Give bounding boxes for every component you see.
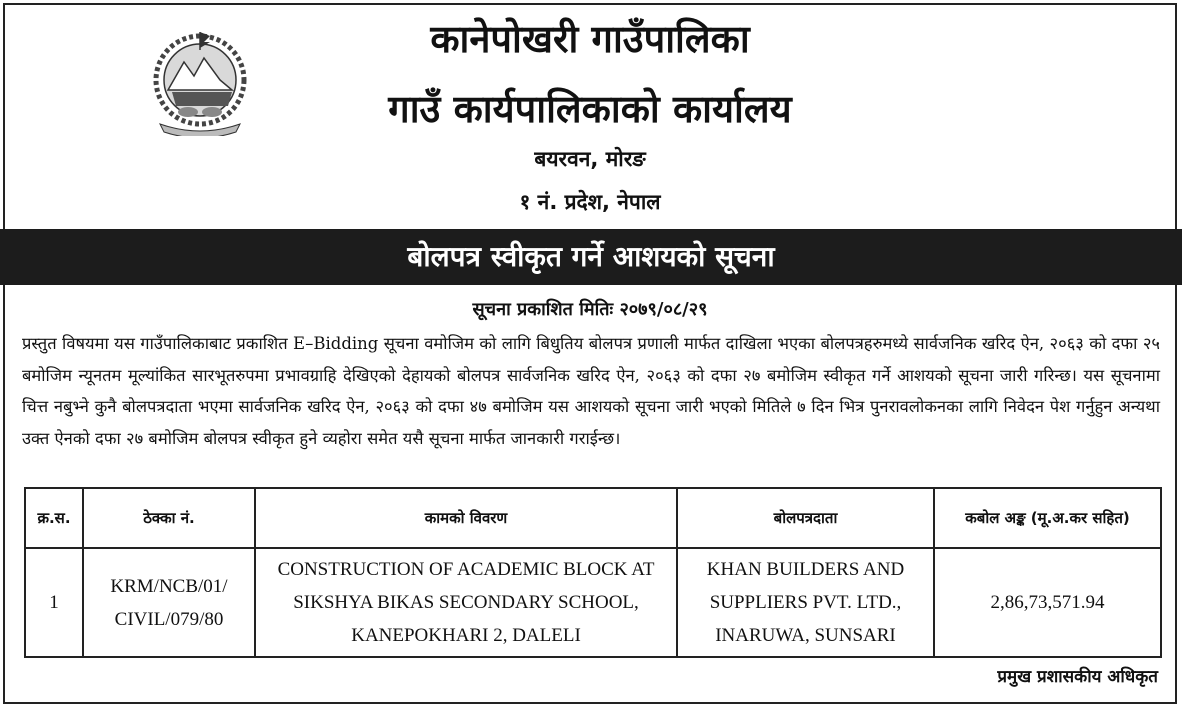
table-row [25, 548, 1161, 657]
office-subtitle: गाउँ कार्यपालिकाको कार्यालय [388, 87, 792, 131]
address-line-1: बयरवन, मोरङ [534, 147, 646, 171]
published-date: सूचना प्रकाशित मितिः २०७९/०८/२९ [472, 299, 708, 320]
header-contract-no: ठेक्का नं. [83, 488, 255, 548]
office-name: कानेपोखरी गाउँपालिका [430, 17, 750, 61]
header-serial: क्र.स. [25, 488, 83, 548]
header-bidder: बोलपत्रदाता [677, 488, 934, 548]
cell-serial: 1 [25, 548, 83, 657]
award-table [24, 487, 1162, 658]
cell-contract-no: KRM/NCB/01/ CIVIL/079/80 [83, 548, 255, 657]
cell-amount: 2,86,73,571.94 [934, 548, 1161, 657]
table-header-row [25, 488, 1161, 548]
notice-heading-banner: बोलपत्र स्वीकृत गर्ने आशयको सूचना [0, 229, 1182, 285]
notice-body: प्रस्तुत विषयमा यस गाउँपालिकाबाट प्रकाशित E–Bidding सूचना वमोजिम को लागि बिधुतिय बोलपत्र प्रणाली मार्फत दाखिला भएका बोलपत्रहरुमध्ये सार्वजनिक खरिद ऐन, २०६३ को दफा २५ बमोजिम न्यूनतम मूल्यांकित सारभूतरुपमा प्रभावग्राहि देखिएको देहायको बोलपत्र सार्वजनिक खरिद ऐन, २०६३ को दफा २७ बमोजिम स्वीकृत गर्ने आशयको सूचना जारी गरिन्छ। यस सूचनामा चित्त नबुभ्ने कुनै बोलपत्रदाता भएमा सार्वजनिक खरिद ऐन, २०६३ को दफा ४७ बमोजिम यस आशयको सूचना जारी भएको मितिले ७ दिन भित्र पुनरावलोकनका लागि निवेदन पेश गर्नुहुन अन्यथा उक्त ऐनको दफा २७ बमोजिम बोलपत्र स्वीकृत हुने व्यहोरा समेत यसै सूचना मार्फत जानकारी गराईन्छ। [22, 334, 1160, 448]
cell-description: CONSTRUCTION OF ACADEMIC BLOCK AT SIKSHYA BIKAS SECONDARY SCHOOL, KANEPOKHARI 2, DALELI [255, 548, 677, 657]
header-description: कामको विवरण [255, 488, 677, 548]
government-emblem-icon [150, 28, 250, 136]
header-amount: कबोल अङ्क (मू.अ.कर सहित) [934, 488, 1161, 548]
cell-bidder: KHAN BUILDERS AND SUPPLIERS PVT. LTD., INARUWA, SUNSARI [677, 548, 934, 657]
signatory: प्रमुख प्रशासकीय अधिकृत [997, 667, 1158, 687]
address-line-2: १ नं. प्रदेश, नेपाल [519, 190, 661, 214]
